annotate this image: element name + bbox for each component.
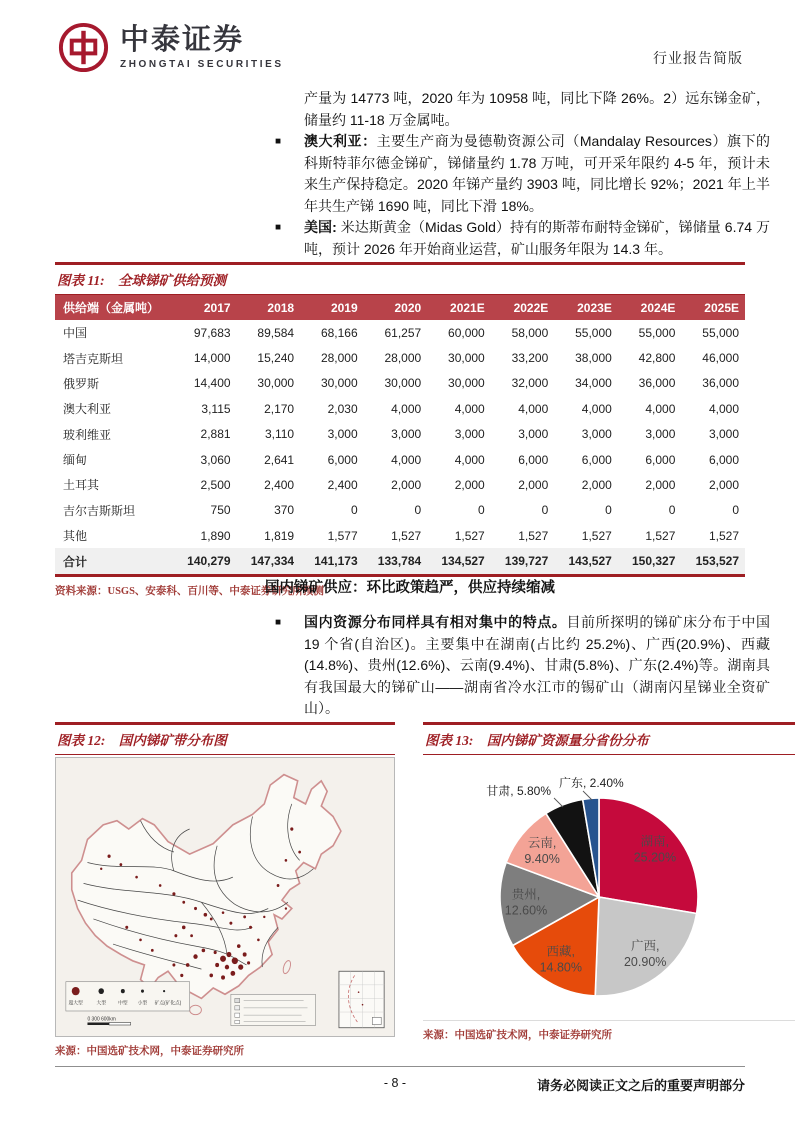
table-row — [55, 548, 745, 573]
paragraph-continuation: 产量为 14773 吨，2020 年为 10958 吨，同比下降 26%。2）远东锑金矿，储量约 11-18 万金属吨。 — [304, 90, 770, 128]
cell-value: 1,527 — [645, 528, 676, 543]
legend-size-label: 小型 — [137, 1001, 148, 1007]
cell-value: 4,000 — [581, 401, 612, 416]
cell-value: 4,000 — [391, 452, 422, 467]
cell-value: 750 — [210, 503, 231, 518]
bullet-lead: 澳大利亚： — [304, 133, 377, 149]
brand-text — [120, 23, 284, 70]
cell-value: 1,890 — [200, 528, 231, 543]
figure-13-caption — [423, 725, 795, 754]
cell-value: 4,000 — [454, 452, 485, 467]
hainan-island — [190, 1005, 202, 1014]
section-heading: 国内锑矿供应：环比政策趋严，供应持续缩减 — [265, 580, 555, 596]
table-header-row — [55, 295, 745, 320]
cell-value: 6,000 — [581, 452, 612, 467]
cell-value: 15,240 — [257, 351, 295, 366]
cell-value: 140,279 — [173, 548, 237, 573]
legend-size-label: 超大型 — [68, 1001, 83, 1007]
table-row — [55, 498, 745, 523]
cell-value: 0 — [605, 503, 612, 518]
cell-value: 46,000 — [702, 351, 739, 366]
cell-value: 30,000 — [257, 376, 295, 391]
cell-value: 3,060 — [200, 452, 231, 467]
cell-value: 4,000 — [645, 401, 676, 416]
cell-value: 1,577 — [327, 528, 358, 543]
cell-value: 139,727 — [491, 548, 555, 573]
figure-12-caption — [55, 725, 395, 754]
cell-value: 61,257 — [384, 325, 422, 340]
header-logo — [56, 20, 284, 75]
cell-value: 0 — [478, 503, 485, 518]
cell-value: 30,000 — [384, 376, 422, 391]
bullet-marker-icon: ■ — [275, 222, 282, 233]
china-antimony-map — [55, 757, 395, 1037]
figure-label: 图表 12: — [57, 733, 106, 748]
cell-value: 3,000 — [645, 427, 676, 442]
pie-label-广东: 广东, 2.40% — [559, 776, 624, 790]
pie-label-湖南: 湖南, 25.20% — [633, 834, 677, 865]
cell-value: 3,110 — [264, 427, 295, 442]
bullet-lead: 美国: — [304, 219, 337, 235]
cell-value: 3,000 — [391, 427, 422, 442]
cell-value: 2,400 — [264, 477, 295, 492]
cell-value: 33,200 — [511, 351, 549, 366]
cell-value: 2,170 — [264, 401, 295, 416]
cell-value: 2,000 — [645, 477, 676, 492]
cell-value: 150,327 — [618, 548, 682, 573]
cell-value: 3,115 — [201, 401, 231, 416]
cell-value: 89,584 — [257, 325, 295, 340]
bullet-marker-icon: ■ — [275, 617, 282, 628]
column-header: 2023E — [554, 295, 618, 320]
cell-value: 370 — [274, 503, 295, 518]
row-label: 合计 — [55, 548, 173, 573]
report-type-label: 行业报告简版 — [653, 52, 743, 67]
bullet-item — [270, 131, 770, 217]
bullet-text: 国内资源分布同样具有相对集中的特点。目前所探明的锑矿床分布于中国 19 个省(自治区)。主要集中在湖南(占比约 25.2%)、广西(20.9%)、西藏(14.8%)、贵州(12.6%)、云南(9.4%)、甘肃(5.8%)、广东(2.4%)等。湖南具有我国最大的锑矿山——湖南省冷水江市的锡矿山（湖南闪星锑业全资矿山）。 — [304, 614, 771, 716]
taiwan-island — [282, 960, 292, 975]
cell-value: 30,000 — [448, 351, 485, 366]
table-row — [55, 447, 745, 472]
column-header: 供给端（金属吨） — [55, 295, 173, 320]
cell-value: 2,500 — [200, 477, 231, 492]
cell-value: 14,400 — [193, 376, 231, 391]
intro-block — [270, 88, 770, 260]
table-row — [55, 371, 745, 396]
legend-size-label: 矿点(矿化点) — [154, 1001, 182, 1007]
cell-value: 4,000 — [391, 401, 422, 416]
cell-value: 2,000 — [708, 477, 739, 492]
cell-value: 2,000 — [581, 477, 612, 492]
table-row — [55, 345, 745, 370]
china-outline — [72, 775, 341, 999]
zhongtai-emblem-icon — [56, 20, 111, 75]
row-label: 中国 — [63, 326, 88, 341]
cell-value: 55,000 — [638, 325, 676, 340]
rule-under-caption — [423, 754, 795, 755]
cell-value: 6,000 — [708, 452, 739, 467]
cell-value: 60,000 — [448, 325, 485, 340]
cell-value: 14,000 — [193, 351, 231, 366]
figure-11-caption — [55, 265, 745, 294]
figure-12-source: 来源：中国选矿技术网，中泰证券研究所 — [55, 1046, 244, 1057]
cell-value: 1,819 — [264, 528, 295, 543]
row-label: 吉尔吉斯斯坦 — [63, 503, 136, 518]
cell-value: 4,000 — [454, 401, 485, 416]
legend-size-label: 中型 — [118, 1001, 128, 1007]
cell-value: 4,000 — [518, 401, 549, 416]
pie-chart — [423, 759, 795, 1017]
cell-value: 34,000 — [575, 376, 612, 391]
cell-value: 3,000 — [708, 427, 739, 442]
row-label: 俄罗斯 — [63, 376, 100, 391]
pie-leader-line — [554, 798, 563, 807]
scale-bar — [87, 1022, 109, 1025]
row-label: 塔吉克斯坦 — [63, 351, 124, 366]
cell-value: 28,000 — [384, 351, 422, 366]
row-label: 土耳其 — [63, 478, 100, 493]
pie-label-贵州: 贵州, 12.60% — [504, 887, 548, 918]
cell-value: 143,527 — [554, 548, 618, 573]
table-row — [55, 523, 745, 548]
divider-line — [423, 1020, 795, 1021]
cell-value: 1,527 — [581, 528, 612, 543]
table-source: 资料来源：USGS、安泰科、百川等、中泰证券研究所预测 — [55, 585, 324, 597]
section-bullet-list — [270, 612, 770, 720]
cell-value: 1,527 — [391, 528, 422, 543]
cell-value: 36,000 — [702, 376, 739, 391]
row-label: 玻利维亚 — [63, 427, 112, 442]
cell-value: 55,000 — [702, 325, 739, 340]
footer-disclaimer: 请务必阅读正文之后的重要声明部分 — [536, 1078, 745, 1093]
cell-value: 2,881 — [200, 427, 231, 442]
sea-inset-box — [339, 971, 384, 1027]
bullet-text: 美国: 米达斯黄金（Midas Gold）持有的斯蒂布耐特金锑矿，锑储量 6.74 万吨，预计 2026 年开始商业运营，矿山服务年限为 14.3 年。 — [304, 219, 770, 257]
pie-label-甘肃: 甘肃, 5.80% — [486, 784, 551, 798]
figure-title: 全球锑矿供给预测 — [118, 273, 227, 288]
intro-bullet-list — [270, 131, 770, 260]
pie-label-广西: 广西, 20.90% — [623, 938, 667, 969]
cell-value: 0 — [668, 503, 676, 518]
table-row — [55, 472, 745, 497]
legend-size-label: 大型 — [96, 1001, 106, 1007]
cell-value: 0 — [350, 503, 358, 518]
figure-label: 图表 13: — [425, 733, 474, 748]
cell-value: 30,000 — [448, 376, 485, 391]
cell-value: 1,527 — [708, 528, 739, 543]
cell-value: 3,000 — [581, 427, 612, 442]
cell-value: 2,000 — [518, 477, 549, 492]
cell-value: 0 — [541, 503, 549, 518]
cell-value: 1,527 — [454, 528, 485, 543]
supply-forecast-table — [55, 295, 745, 574]
column-header: 2024E — [618, 295, 682, 320]
figure-title: 国内锑矿带分布图 — [118, 733, 227, 748]
section-block — [270, 612, 770, 720]
page-number: - 8 - — [383, 1076, 407, 1090]
cell-value: 6,000 — [645, 452, 676, 467]
cell-value: 55,000 — [575, 325, 612, 340]
row-label: 缅甸 — [63, 453, 88, 468]
column-header: 2022E — [491, 295, 555, 320]
cell-value: 147,334 — [237, 548, 301, 573]
cell-value: 42,800 — [638, 351, 676, 366]
figure-13-block — [423, 722, 795, 1042]
cell-value: 0 — [732, 503, 739, 518]
column-header: 2017 — [173, 295, 237, 320]
cell-value: 6,000 — [327, 452, 358, 467]
figure-13-source: 来源：中国选矿技术网，中泰证券研究所 — [423, 1030, 612, 1041]
cell-value: 68,166 — [320, 325, 358, 340]
table-row — [55, 422, 745, 447]
bullet-item — [270, 217, 770, 260]
pie-chart-svg — [423, 759, 795, 1017]
cell-value: 2,000 — [454, 477, 485, 492]
cell-value: 3,000 — [327, 427, 358, 442]
cell-value: 38,000 — [575, 351, 612, 366]
row-label: 澳大利亚 — [63, 402, 112, 417]
pie-label-西藏: 西藏, 14.80% — [539, 944, 583, 975]
table-row — [55, 320, 745, 345]
figure-11-block — [55, 262, 745, 598]
figure-label: 图表 11: — [57, 273, 105, 288]
footer-divider — [55, 1066, 745, 1067]
cell-value: 3,000 — [518, 427, 549, 442]
bullet-marker-icon: ■ — [275, 136, 282, 147]
cell-value: 2,000 — [391, 477, 422, 492]
scale-label: 0 300 600km — [87, 1016, 116, 1023]
cell-value: 97,683 — [193, 325, 231, 340]
cell-value: 2,641 — [264, 452, 295, 467]
cell-value: 134,527 — [427, 548, 491, 573]
cell-value: 58,000 — [511, 325, 549, 340]
map-mini-legend — [231, 994, 315, 1025]
cell-value: 2,030 — [327, 401, 358, 416]
table-row — [55, 396, 745, 421]
map-legend — [66, 982, 190, 1025]
rule-under-caption — [55, 754, 395, 755]
cell-value: 141,173 — [300, 548, 364, 573]
pie-label-云南: 云南, 9.40% — [524, 835, 560, 866]
cell-value: 4,000 — [708, 401, 739, 416]
china-map-svg — [58, 760, 392, 1034]
bullet-item — [270, 612, 770, 720]
column-header: 2025E — [681, 295, 745, 320]
brand-en: ZHONGTAI SECURITIES — [120, 58, 284, 70]
cell-value: 28,000 — [320, 351, 358, 366]
brand-cn: 中泰证券 — [120, 23, 245, 56]
cell-value: 0 — [414, 503, 422, 518]
cell-value: 6,000 — [518, 452, 549, 467]
row-label: 其他 — [63, 529, 88, 544]
cell-value: 133,784 — [364, 548, 428, 573]
cell-value: 36,000 — [638, 376, 676, 391]
cell-value: 2,400 — [327, 477, 358, 492]
cell-value: 32,000 — [511, 376, 549, 391]
cell-value: 30,000 — [320, 376, 358, 391]
bullet-text: 澳大利亚：主要生产商为曼德勒资源公司（Mandalay Resources）旗下的科斯特菲尔德金锑矿，锑储量约 1.78 万吨，可开采年限约 4-5 年，预计未来生产保持稳定。2020 年锑产量约 3903 吨，同比增长 92%；2021 年上半年共生产锑 1690 吨，同比下滑 18%。 — [304, 133, 771, 214]
cell-value: 3,000 — [454, 427, 485, 442]
cell-value: 153,527 — [681, 548, 745, 573]
figure-title: 国内锑矿资源量分省份分布 — [486, 733, 649, 748]
column-header: 2020 — [364, 295, 428, 320]
column-header: 2019 — [300, 295, 364, 320]
bullet-lead: 国内资源分布同样具有相对集中的特点。 — [304, 614, 567, 630]
column-header: 2018 — [237, 295, 301, 320]
figure-12-block — [55, 722, 395, 1058]
cell-value: 1,527 — [518, 528, 549, 543]
column-header: 2021E — [427, 295, 491, 320]
